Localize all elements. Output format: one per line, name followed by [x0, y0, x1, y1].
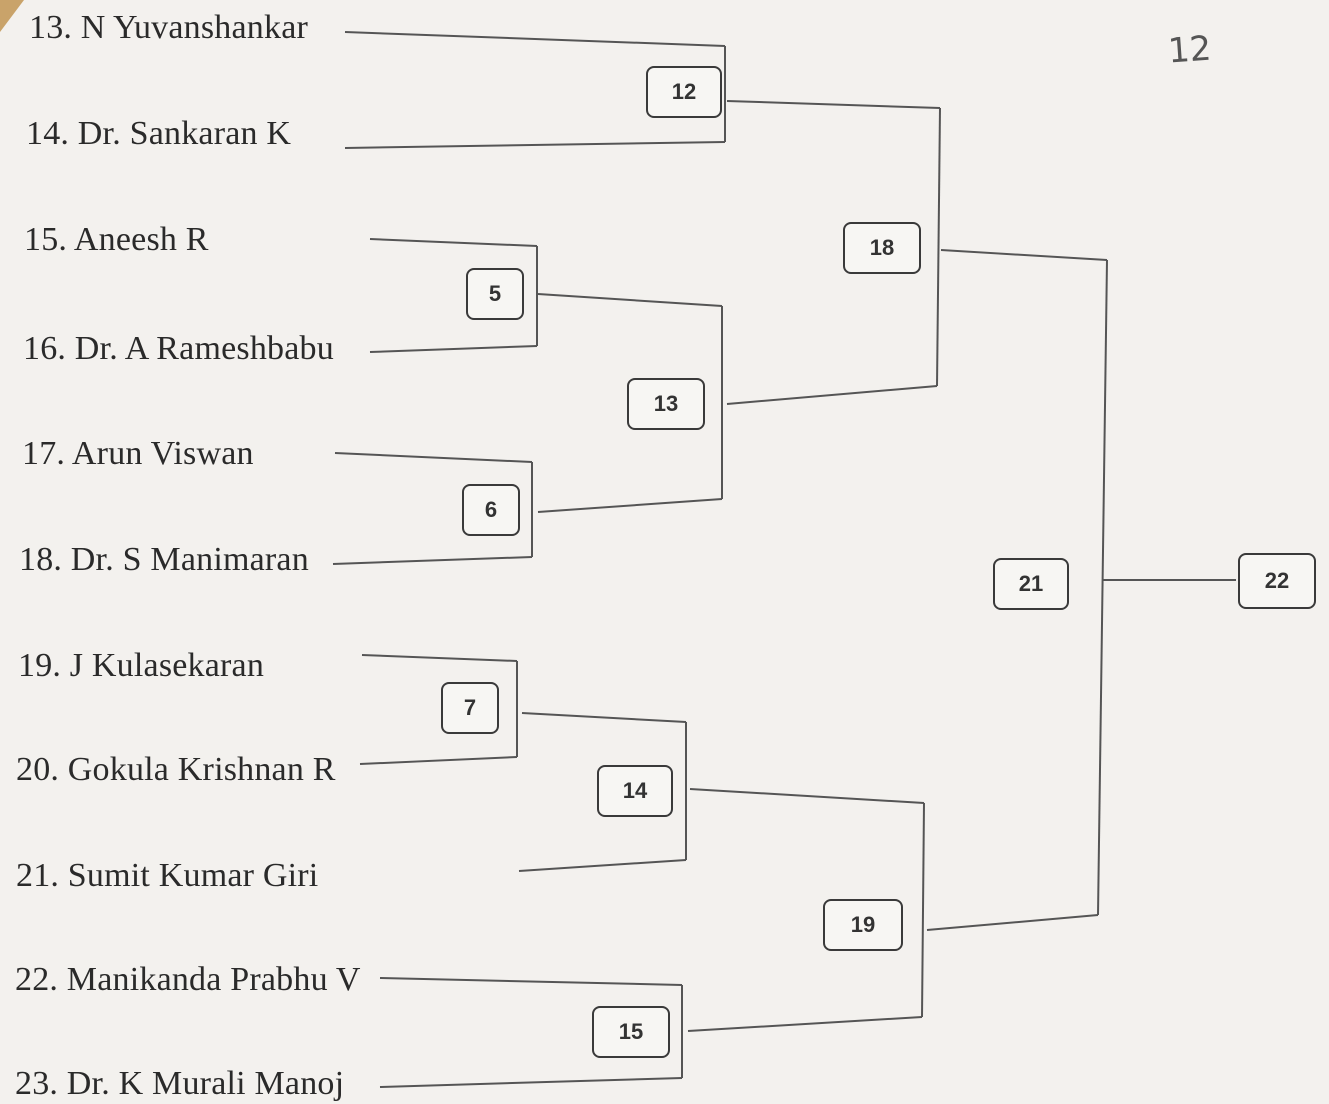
participant-14: 14. Dr. Sankaran K [26, 115, 292, 152]
participant-16: 16. Dr. A Rameshbabu [23, 330, 334, 367]
participant-20: 20. Gokula Krishnan R [16, 751, 336, 788]
handwritten-note: 12 [1166, 28, 1213, 72]
participant-17: 17. Arun Viswan [22, 435, 254, 472]
match-box-5: 5 [466, 268, 524, 320]
match-box-18: 18 [843, 222, 921, 274]
participant-19: 19. J Kulasekaran [18, 647, 265, 684]
participant-18: 18. Dr. S Manimaran [19, 541, 309, 578]
participant-21: 21. Sumit Kumar Giri [16, 857, 319, 894]
participant-13: 13. N Yuvanshankar [29, 9, 309, 46]
participant-23: 23. Dr. K Murali Manoj [15, 1065, 345, 1102]
match-box-7: 7 [441, 682, 499, 734]
participant-22: 22. Manikanda Prabhu V [15, 961, 361, 998]
match-box-22: 22 [1238, 553, 1316, 609]
match-box-21: 21 [993, 558, 1069, 610]
match-box-6: 6 [462, 484, 520, 536]
match-box-14: 14 [597, 765, 673, 817]
participant-15: 15. Aneesh R [24, 221, 209, 258]
match-box-13: 13 [627, 378, 705, 430]
match-box-12: 12 [646, 66, 722, 118]
match-box-19: 19 [823, 899, 903, 951]
match-box-15: 15 [592, 1006, 670, 1058]
